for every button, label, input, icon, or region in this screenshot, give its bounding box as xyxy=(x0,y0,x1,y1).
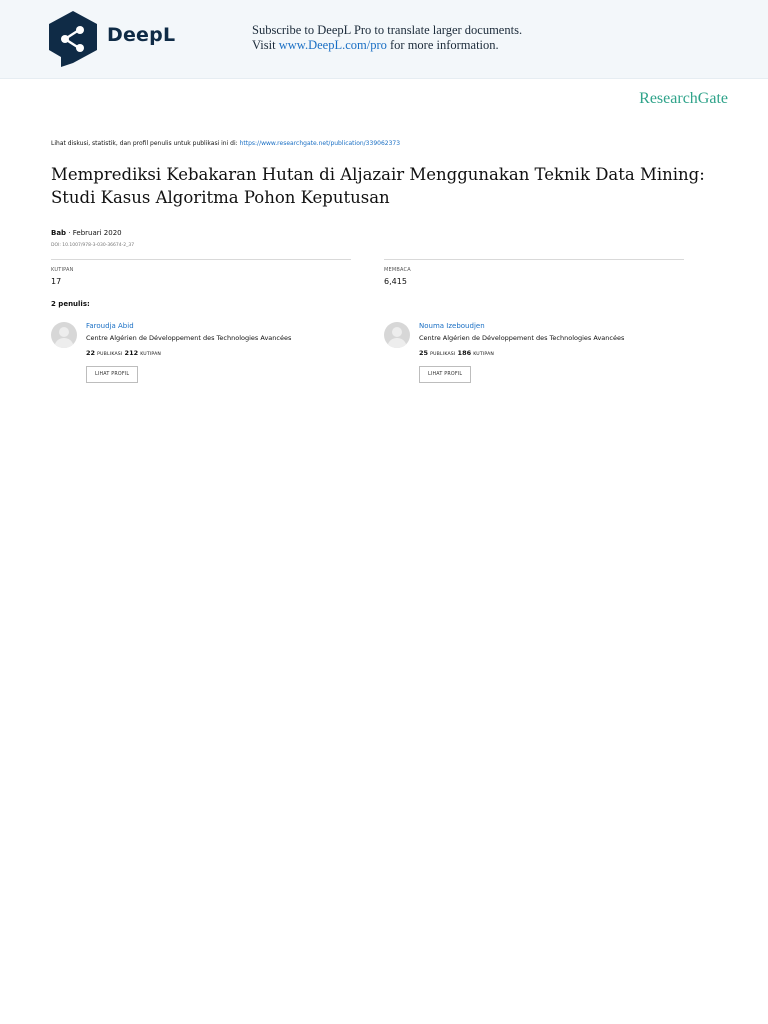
promo-line-2 xyxy=(252,38,522,53)
avatar[interactable] xyxy=(384,322,410,348)
deepl-promo-text xyxy=(252,23,522,53)
view-profile-button[interactable]: LIHAT PROFIL xyxy=(419,366,471,383)
author-stats xyxy=(419,349,494,357)
authors-count: 2 penulis: xyxy=(51,300,90,308)
discussion-line xyxy=(51,140,400,147)
publication-url-link[interactable]: https://www.researchgate.net/publication/339062373 xyxy=(239,140,401,147)
publication-doi: DOI: 10.1007/978-3-030-36674-2_37 xyxy=(51,243,135,248)
author-citations-label: KUTIPAN xyxy=(473,352,495,357)
author-publications-count: 25 xyxy=(419,349,429,357)
author-citations-label: KUTIPAN xyxy=(140,352,162,357)
publication-title: Memprediksi Kebakaran Hutan di Aljazair Menggunakan Teknik Data Mining: Studi Kasus Algoritma Pohon Keputusan xyxy=(51,165,705,207)
user-silhouette-icon xyxy=(51,322,77,348)
publication-type: Bab xyxy=(51,229,67,237)
discussion-text: Lihat diskusi, statistik, dan profil penulis untuk publikasi ini di: xyxy=(51,140,240,147)
author-publications-label: PUBLIKASI xyxy=(97,352,123,357)
author-name-link[interactable]: Faroudja Abid xyxy=(86,322,134,330)
promo-suffix-text: for more information. xyxy=(386,38,499,52)
deepl-share-icon[interactable] xyxy=(47,10,99,68)
promo-line-1: Subscribe to DeepL Pro to translate larger documents. xyxy=(252,23,523,37)
citations-label: KUTIPAN xyxy=(51,267,74,273)
divider-right xyxy=(384,259,684,260)
author-institution: Centre Algérien de Développement des Technologies Avancées xyxy=(86,334,292,342)
deepl-banner xyxy=(0,0,768,79)
user-silhouette-icon xyxy=(384,322,410,348)
citations-value: 17 xyxy=(51,277,62,286)
author-card xyxy=(51,322,351,384)
publication-meta xyxy=(51,229,122,237)
author-publications-label: PUBLIKASI xyxy=(430,352,456,357)
author-citations-count: 212 xyxy=(124,349,139,357)
author-institution: Centre Algérien de Développement des Technologies Avancées xyxy=(419,334,625,342)
author-citations-count: 186 xyxy=(457,349,472,357)
author-name-link[interactable]: Nouma Izeboudjen xyxy=(419,322,485,330)
author-card xyxy=(384,322,684,384)
deepl-pro-link[interactable]: www.DeepL.com/pro xyxy=(278,38,387,52)
promo-visit-text: Visit xyxy=(252,38,279,52)
researchgate-logo[interactable]: ResearchGate xyxy=(639,90,728,107)
avatar[interactable] xyxy=(51,322,77,348)
author-publications-count: 22 xyxy=(86,349,96,357)
meta-separator: · xyxy=(66,229,73,237)
deepl-brand-name: DeepL xyxy=(107,24,176,46)
view-profile-button[interactable]: LIHAT PROFIL xyxy=(86,366,138,383)
reads-value: 6,415 xyxy=(384,277,407,286)
author-stats xyxy=(86,349,161,357)
reads-label: MEMBACA xyxy=(384,267,411,273)
publication-date: Februari 2020 xyxy=(72,229,122,237)
divider-left xyxy=(51,259,351,260)
